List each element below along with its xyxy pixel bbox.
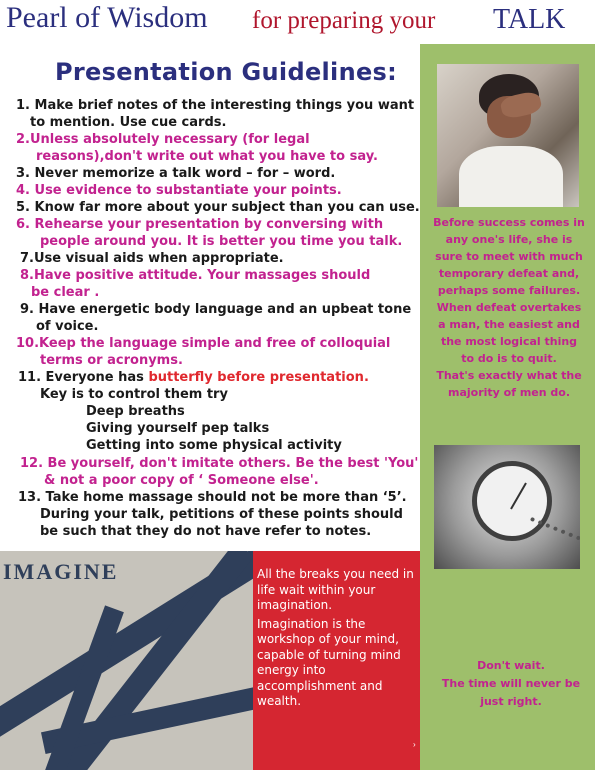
guideline-9-line-2: of voice. xyxy=(36,319,99,334)
pocket-watch-photo xyxy=(434,445,580,569)
guideline-13-line-1: 13. Take home massage should not be more than ‘5’. xyxy=(18,490,407,505)
guideline-8-line-2: be clear . xyxy=(31,285,100,300)
guideline-1-line-2: to mention. Use cue cards. xyxy=(30,115,227,130)
quote-line: That's exactly what the xyxy=(436,369,582,382)
imagine-mosaic-image xyxy=(0,551,253,770)
quote-line: Before success comes in xyxy=(433,216,585,229)
quote-line: the most logical thing xyxy=(440,335,578,348)
watch-chain xyxy=(522,517,580,567)
guideline-12-line-2: & not a poor copy of ‘ Someone else'. xyxy=(44,473,319,488)
imagination-text xyxy=(257,567,417,713)
guideline-11-prefix: 11. Everyone has xyxy=(18,370,144,385)
guidelines-heading: Presentation Guidelines: xyxy=(55,58,398,86)
quote-line: to do is to quit. xyxy=(461,352,557,365)
guideline-2-line-1: 2.Unless absolutely necessary (for legal xyxy=(16,132,310,147)
quote-line: any one's life, she is xyxy=(445,233,573,246)
stressed-woman-photo xyxy=(437,64,579,207)
guideline-11-line-1 xyxy=(18,369,369,386)
imagination-paragraph-1: All the breaks you need in life wait within your imagination. xyxy=(257,567,414,612)
guideline-1-line-1: 1. Make brief notes of the interesting things you want xyxy=(16,98,415,113)
guideline-3: 3. Never memorize a talk word – for – word. xyxy=(16,166,336,181)
title-part-3: TALK xyxy=(493,4,566,35)
quote-line: When defeat overtakes xyxy=(436,301,582,314)
quote-line: The time will never be xyxy=(441,677,581,690)
next-arrow-icon: › xyxy=(413,740,416,749)
guideline-12-line-1: 12. Be yourself, don't imitate others. Be the best 'You' xyxy=(20,456,419,471)
guideline-11-tip-2: Giving yourself pep talks xyxy=(86,421,270,436)
quote-line: temporary defeat and, xyxy=(438,267,580,280)
quote-line: a man, the easiest and xyxy=(438,318,580,331)
guideline-13-line-3: be such that they do not have refer to notes. xyxy=(40,524,372,539)
guideline-4: 4. Use evidence to substantiate your points. xyxy=(16,183,342,198)
guideline-11-highlight: butterfly before presentation. xyxy=(148,370,369,385)
title-part-1: Pearl of Wisdom xyxy=(6,1,208,34)
guideline-8-line-1: 8.Have positive attitude. Your massages should xyxy=(20,268,371,283)
quote-line: perhaps some failures. xyxy=(437,284,581,297)
guideline-5: 5. Know far more about your subject than you can use. xyxy=(16,200,420,215)
guideline-13-line-2: During your talk, petitions of these points should xyxy=(40,507,403,522)
guideline-11-line-2: Key is to control them try xyxy=(40,387,228,402)
guideline-6-line-2: people around you. It is better you time you talk. xyxy=(40,234,403,249)
guideline-10-line-2: terms or acronyms. xyxy=(40,353,183,368)
imagination-paragraph-2: Imagination is the workshop of your mind, capable of turning mind energy into accomplishment and wealth. xyxy=(257,616,401,708)
title-part-2: for preparing your xyxy=(252,7,436,34)
quote-line: Don't wait. xyxy=(477,659,545,672)
mosaic-word: IMAGINE xyxy=(3,559,119,584)
guideline-6-line-1: 6. Rehearse your presentation by conversing with xyxy=(16,217,384,232)
quote-line: sure to meet with much xyxy=(435,250,583,263)
guideline-9-line-1: 9. Have energetic body language and an upbeat tone xyxy=(20,302,412,317)
dont-wait-quote xyxy=(426,657,595,711)
photo-coat xyxy=(459,146,563,207)
guideline-11-tip-3: Getting into some physical activity xyxy=(86,438,342,453)
guideline-7: 7.Use visual aids when appropriate. xyxy=(20,251,284,266)
quote-line: just right. xyxy=(480,695,542,708)
guideline-11-tip-1: Deep breaths xyxy=(86,404,185,419)
guideline-10-line-1: 10.Keep the language simple and free of colloquial xyxy=(16,336,391,351)
quote-line: majority of men do. xyxy=(447,386,571,399)
success-quote xyxy=(426,214,592,401)
guideline-2-line-2: reasons),don't write out what you have to say. xyxy=(36,149,378,164)
page-title-bar xyxy=(0,0,595,44)
